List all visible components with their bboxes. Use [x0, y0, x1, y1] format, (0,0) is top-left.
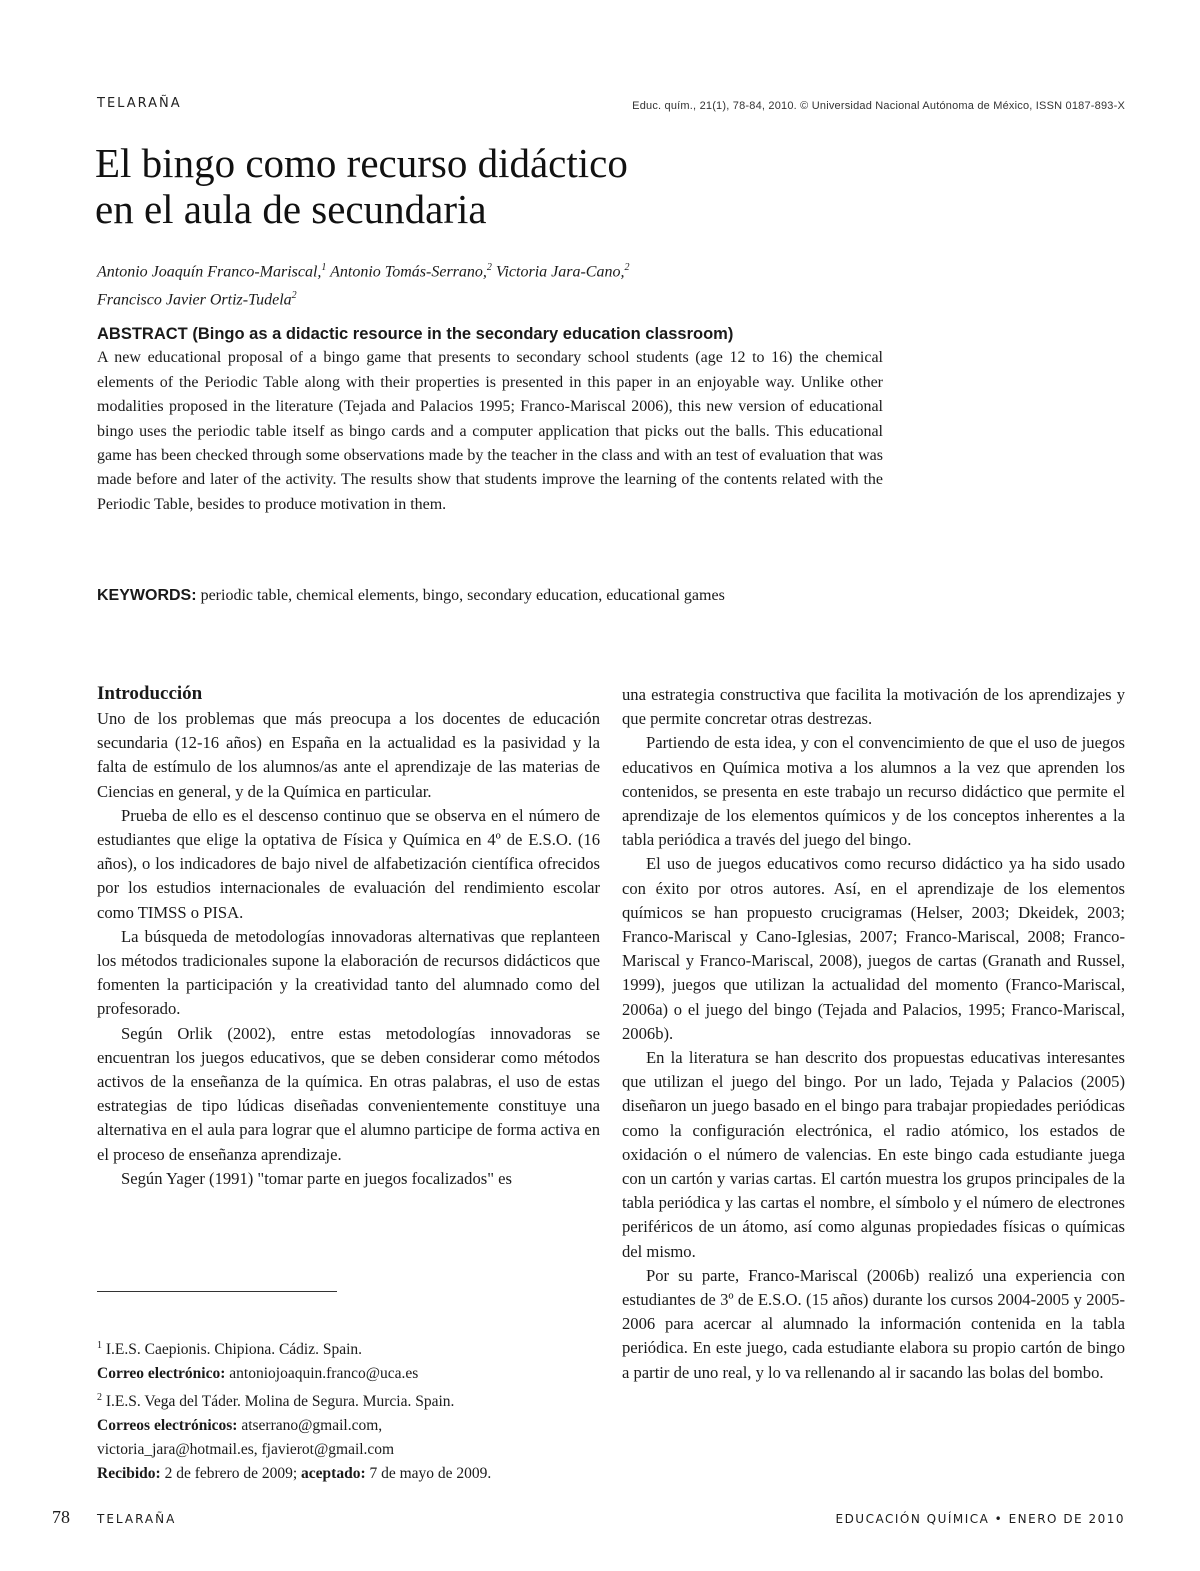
page-number: 78	[52, 1507, 70, 1527]
paragraph: Por su parte, Franco-Mariscal (2006b) realizó una experiencia con estudiantes de 3º de E.S.O. (15 años) durante los cursos 2004-2005 y 2005-2006 para acercar al alumnado la información contenida en la tabla periódica. En este juego, cada estudiante elabora su propio cartón de bingo a partir de uno real, y lo va rellenando al ir sacando las bolas del bombo.	[622, 1265, 1125, 1382]
footnote-1-email	[97, 1362, 607, 1386]
footnotes	[97, 1334, 607, 1486]
accepted-date: 7 de mayo de 2009.	[365, 1465, 492, 1483]
keywords-text: periodic table, chemical elements, bingo, secondary education, educational games	[196, 587, 725, 604]
paragraph: Según Yager (1991) "tomar parte en juegos focalizados" es	[121, 1168, 512, 1188]
keywords-label: KEYWORDS:	[97, 587, 197, 604]
email-address[interactable]: atserrano@gmail.com,	[237, 1417, 383, 1435]
paragraph: una estrategia constructiva que facilita la motivación de los aprendizajes y que permite concretar otras destrezas.	[622, 685, 1125, 729]
journal-reference: Educ. quím., 21(1), 78-84, 2010. © Universidad Nacional Autónoma de México, ISSN 0187-893-X	[632, 100, 1125, 112]
footnote-2-text: I.E.S. Vega del Táder. Molina de Segura. Murcia. Spain.	[102, 1393, 455, 1411]
section-heading-introduccion: Introducción	[97, 683, 203, 704]
paragraph: Partiendo de esta idea, y con el convencimiento de que el uso de juegos educativos en Química motiva a los alumnos a la vez que aprenden los contenidos, se presenta en este trabajo un recurso didáctico que permite el aprendizaje de los elementos químicos y de los conceptos inherentes a la tabla periódica a través del juego del bingo.	[622, 733, 1125, 850]
abstract-heading	[97, 322, 883, 346]
section-tag: TELARAÑA	[97, 96, 182, 111]
email-address[interactable]: victoria_jara@hotmail.es, fjavierot@gmail.com	[97, 1441, 395, 1459]
received-accepted	[97, 1462, 607, 1486]
article-title	[95, 140, 995, 232]
footnote-1-mark: 1	[97, 1340, 102, 1351]
footer-journal: EDUCACIÓN QUÍMICA • ENERO DE 2010	[835, 1512, 1125, 1526]
title-line-2: en el aula de secundaria	[95, 186, 487, 232]
paragraph: La búsqueda de metodologías innovadoras alternativas que replanteen los métodos tradicionales supone la elaboración de recursos didácticos que fomenten la participación y la creatividad tanto del alumnado como del profesorado.	[97, 926, 600, 1019]
left-column	[97, 681, 600, 1191]
author-3: Victoria Jara-Cano,	[491, 263, 625, 281]
email-label: Correo electrónico:	[97, 1365, 226, 1383]
paragraph: Prueba de ello es el descenso continuo que se observa en el número de estudiantes que elige la optativa de Física y Química en 4º de E.S.O. (16 años), o los indicadores de bajo nivel de alfabetización científica ofrecidos por los estudios internacionales de evaluación del rendimiento escolar como TIMSS o PISA.	[97, 805, 600, 922]
footnote-divider	[97, 1291, 337, 1292]
author-list	[97, 256, 997, 313]
keywords	[97, 587, 997, 605]
footnote-2-mark: 2	[97, 1392, 102, 1404]
paragraph: En la literatura se han descrito dos propuestas educativas interesantes que utilizan el juego del bingo. Por un lado, Tejada y Palacios (2005) diseñaron un juego basado en el bingo para trabajar propiedades periódicas como la configuración electrónica, el radio atómico, los estados de oxidación o el número de valencias. En este bingo cada estudiante juega con un cartón y varias cartas. El cartón muestra los grupos principales de la tabla periódica y las cartas el nombre, el símbolo y el número de electrones periféricos de un átomo, así como algunas propiedades físicas o químicas del mismo.	[622, 1048, 1125, 1261]
author-3-affiliation: 2	[624, 262, 630, 273]
paragraph: Uno de los problemas que más preocupa a los docentes de educación secundaria (12-16 años) en España en la actualidad es la pasividad y la falta de estímulo de los alumnos/as ante el aprendizaje de las materias de Ciencias en general, y de la Química en particular.	[97, 709, 600, 801]
author-4-affiliation: 2	[291, 290, 297, 302]
author-4: Francisco Javier Ortiz-Tudela	[97, 291, 292, 309]
author-2: Antonio Tomás-Serrano,	[326, 263, 487, 281]
footnote-1-text: I.E.S. Caepionis. Chipiona. Cádiz. Spain.	[102, 1341, 363, 1359]
abstract-text: A new educational proposal of a bingo game that presents to secondary school students (age 12 to 16) the chemical elements of the Periodic Table along with their properties is presented in this paper in an enjoyable way. Unlike other modalities proposed in the literature (Tejada and Palacios 1995; Franco-Mariscal 2006), this new version of educational bingo uses the periodic table itself as bingo cards and a computer application that picks out the balls. This educational game has been checked through some observations made by the teacher in the class and with an test of evaluation that was made before and later of the activity. The results show that students improve the learning of the contents related with the Periodic Table, besides to produce motivation in them.	[97, 349, 883, 513]
abstract-label: ABSTRACT	[97, 325, 188, 343]
author-1-affiliation: 1	[321, 262, 327, 273]
accepted-label: aceptado:	[301, 1465, 366, 1483]
footnote-1	[97, 1334, 607, 1362]
right-column	[622, 683, 1125, 1385]
footer-section: TELARAÑA	[97, 1512, 177, 1526]
title-line-1: El bingo como recurso didáctico	[95, 140, 628, 186]
abstract	[97, 322, 883, 517]
author-2-affiliation: 2	[486, 262, 492, 273]
footnote-2-emails-cont	[97, 1438, 607, 1462]
received-label: Recibido:	[97, 1465, 161, 1483]
paragraph: El uso de juegos educativos como recurso didáctico ya ha sido usado con éxito por otros autores. Así, en el aprendizaje de los elementos químicos se han propuesto crucigramas (Helser, 2003; Dkeidek, 2003; Franco-Mariscal y Cano-Iglesias, 2007; Franco-Mariscal, 2008; Franco-Mariscal y Franco-Mariscal, 2008), juegos de cartas (Granath and Russel, 1999), juegos que utilizan la actualidad del momento (Franco-Mariscal, 2006a) o el juego del bingo (Tejada and Palacios, 1995; Franco-Mariscal, 2006b).	[622, 854, 1125, 1043]
email-address[interactable]: antoniojoaquin.franco@uca.es	[225, 1365, 419, 1383]
abstract-subtitle: (Bingo as a didactic resource in the secondary education classroom)	[192, 325, 734, 343]
received-date: 2 de febrero de 2009;	[160, 1465, 302, 1483]
paragraph: Según Orlik (2002), entre estas metodologías innovadoras se encuentran los juegos educativos, que se deben considerar como métodos activos de la enseñanza de la química. En otras palabras, el uso de estas estrategias de tipo lúdicas diseñadas convenientemente constituye una alternativa en el aula para lograr que el alumno participe de forma activa en el proceso de enseñanza aprendizaje.	[97, 1023, 600, 1164]
emails-label: Correos electrónicos:	[97, 1417, 238, 1435]
footnote-2-emails	[97, 1414, 607, 1438]
footnote-2	[97, 1386, 607, 1414]
author-1: Antonio Joaquín Franco-Mariscal,	[97, 263, 322, 281]
